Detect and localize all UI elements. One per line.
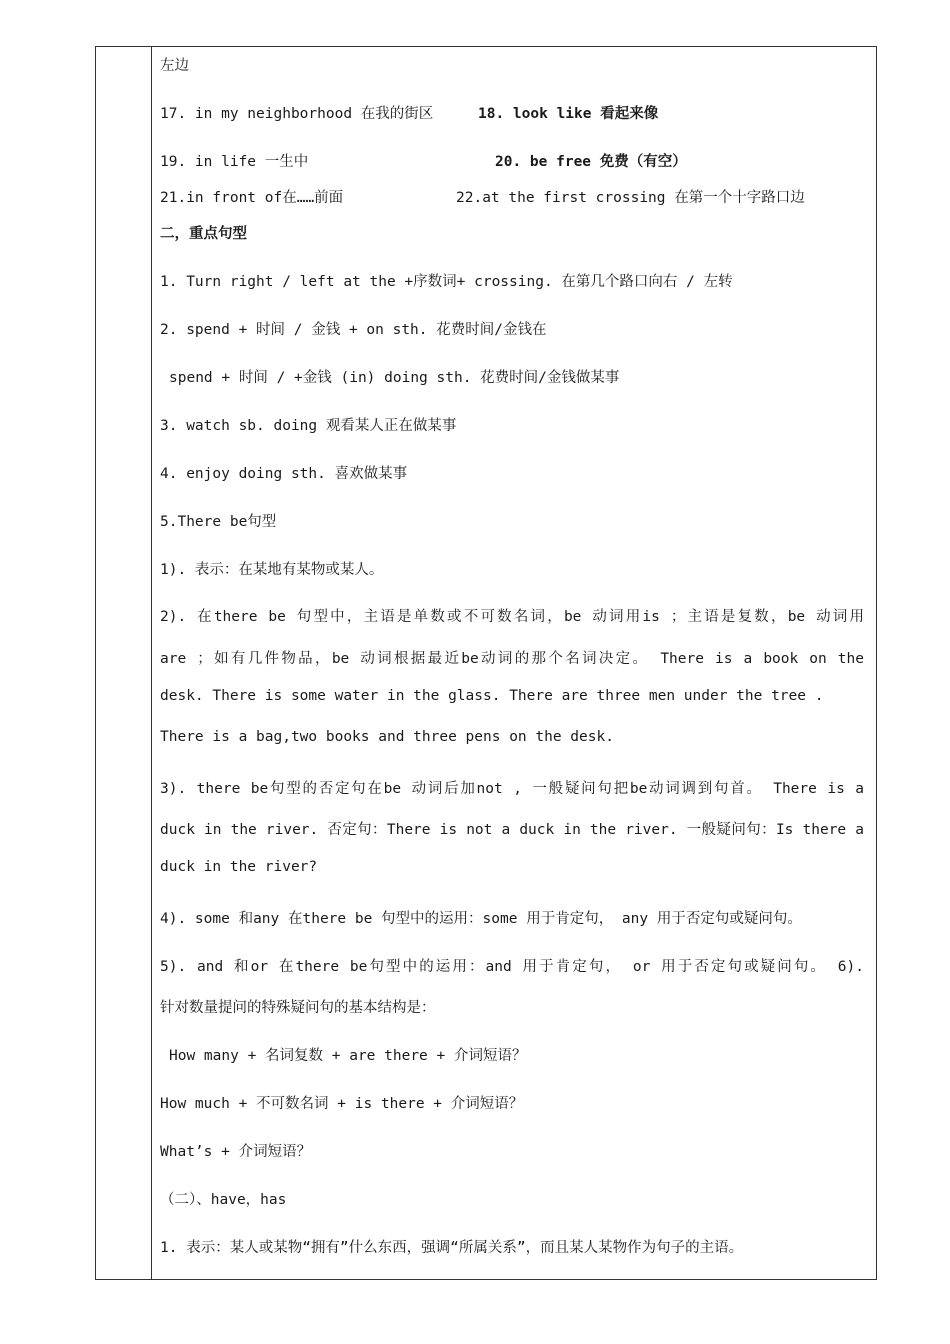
sentence-2: 2. spend + 时间 / 金钱 + on sth. 花费时间/金钱在: [160, 322, 547, 338]
sentence-2b: spend + 时间 / +金钱 (in) doing sth. 花费时间/金钱做某事: [169, 370, 620, 386]
point-1: 1). 表示：在某地有某物或某人。: [160, 562, 384, 578]
point-5-line-1: 5). and 和or 在there be句型中的运用：and 用于肯定句， or 用于否定句或疑问句。 6).: [160, 959, 864, 975]
phrase-20: 20. be free 免费（有空）: [495, 154, 687, 170]
point-3-line-1: 3). there be句型的否定句在be 动词后加not , 一般疑问句把be动词调到句首。 There is a: [160, 781, 864, 797]
have-has-point-1: 1. 表示：某人或某物“拥有”什么东西，强调“所属关系”，而且某人某物作为句子的主语。: [160, 1240, 744, 1256]
structure-whats: What’s + 介词短语？: [160, 1144, 312, 1160]
text-line: 左边: [160, 58, 189, 74]
phrase-22: 22.at the first crossing 在第一个十字路口边: [456, 190, 805, 206]
phrase-19: 19. in life 一生中: [160, 154, 309, 170]
phrase-18: 18. look like 看起来像: [478, 106, 659, 122]
point-3-line-2: duck in the river. 否定句：There is not a duck in the river. 一般疑问句：Is there a: [160, 822, 864, 838]
point-3-line-3: duck in the river?: [160, 859, 318, 875]
point-2-line-2: are ；如有几件物品，be 动词根据最近be动词的那个名词决定。 There is a book on the: [160, 651, 864, 667]
column-divider: [151, 46, 152, 1280]
structure-how-much: How much + 不可数名词 + is there + 介词短语？: [160, 1096, 524, 1112]
sentence-5: 5.There be句型: [160, 514, 277, 530]
point-5-line-2: 针对数量提问的特殊疑问句的基本结构是：: [160, 1000, 436, 1016]
section-heading: 二，重点句型: [160, 226, 247, 242]
point-2-line-1: 2). 在there be 句型中，主语是单数或不可数名词，be 动词用is ；主语是复数，be 动词用: [160, 609, 864, 625]
point-2-line-3: desk. There is some water in the glass. There are three men under the tree .: [160, 688, 824, 704]
structure-how-many: How many + 名词复数 + are there + 介词短语？: [169, 1048, 527, 1064]
sentence-3: 3. watch sb. doing 观看某人正在做某事: [160, 418, 457, 434]
phrase-21: 21.in front of在……前面: [160, 190, 344, 206]
subsection-heading: （二）、have，has: [160, 1192, 287, 1208]
point-2-line-4: There is a bag,two books and three pens on the desk.: [160, 729, 614, 745]
phrase-17: 17. in my neighborhood 在我的街区: [160, 106, 434, 122]
sentence-4: 4. enjoy doing sth. 喜欢做某事: [160, 466, 408, 482]
sentence-1: 1. Turn right / left at the +序数词+ crossing. 在第几个路口向右 / 左转: [160, 274, 733, 290]
point-4: 4). some 和any 在there be 句型中的运用：some 用于肯定句， any 用于否定句或疑问句。: [160, 911, 802, 927]
